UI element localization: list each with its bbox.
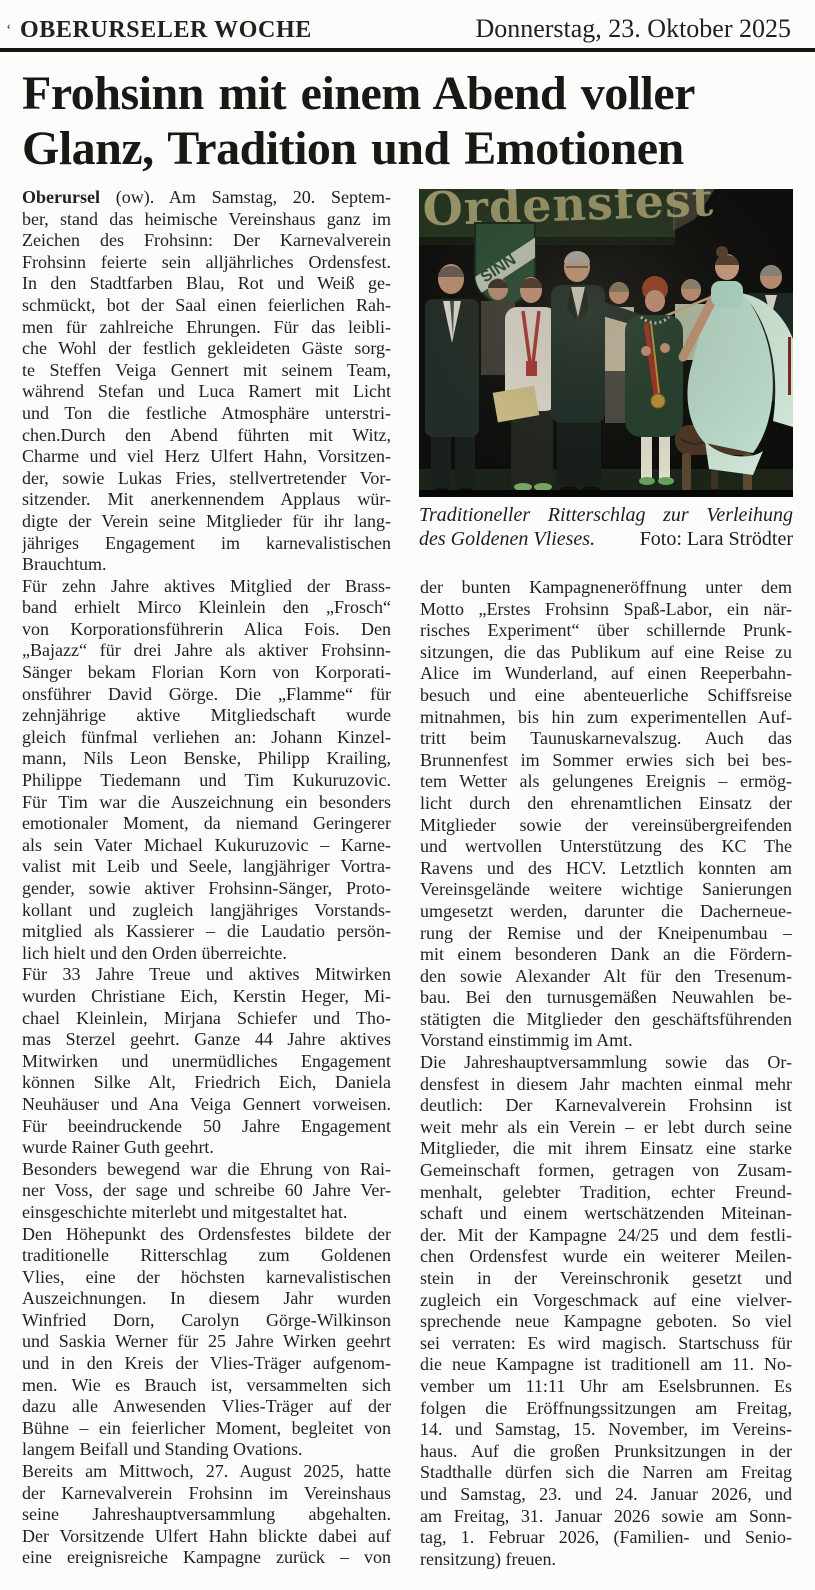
article-line: densfest in diesem Jahr machten einmal mehr — [420, 1073, 792, 1094]
article-line: mitnahmen, bis hin zum experimentellen Auf- — [420, 706, 792, 727]
article-line: zugleich ein Vorgeschmack auf eine vielver- — [420, 1289, 792, 1310]
page-edge-mark: ‘ — [6, 22, 12, 39]
article-line: men. Wie es Brauch ist, versammelten sich — [22, 1374, 391, 1395]
issue-date: Donnerstag, 23. Oktober 2025 — [475, 14, 791, 43]
article-line: seine Jahreshauptversammlung abgehalten. — [22, 1504, 391, 1525]
article-line: dazu alle Anwesenden Vlies-Träger auf der — [22, 1396, 391, 1417]
article-line: langem Beifall und Standing Ovations. — [22, 1439, 303, 1460]
article-line: können Silke Alt, Friedrich Eich, Daniela — [22, 1072, 391, 1093]
article-line: am Freitag, 31. Januar 2026 sowie am Sonn- — [420, 1505, 792, 1526]
article-line: stätigten die Mitglieder den geschäftsführenden — [420, 1008, 792, 1029]
article-line: ner Voss, der sage und schreibe 60 Jahre Ver- — [22, 1180, 391, 1201]
article-line: Charme und viel Herz Ulfert Hahn, Vorsitzen- — [22, 446, 391, 467]
article-line: valist mit Leib und Seele, langjähriger Vortra- — [22, 856, 391, 877]
article-line: deutlich: Der Karnevalverein Frohsinn ist — [420, 1095, 792, 1116]
article-line: men für zahlreiche Ehrungen. Für das leibli- — [22, 316, 391, 337]
article-line: che Wohl der festlich gekleideten Gäste sorg- — [22, 338, 391, 359]
article-line: gleich fünfmal verliehen an: Johann Kinzel- — [22, 726, 391, 747]
article-line: Frohsinn feierte sein alljährliches Ordensfest. — [22, 251, 391, 272]
article-line: Vorstand einstimmig im Amt. — [420, 1030, 633, 1051]
article-line: eine ereignisreiche Kampagne zurück – von — [22, 1547, 391, 1568]
article-line: stein in der Vereinschronik gesetzt und — [420, 1268, 792, 1288]
article-line: gender, sowie aktiver Frohsinn-Sänger, Proto- — [22, 878, 391, 898]
article-line: den sowie Alexander Alt für den Tresenum- — [420, 965, 792, 986]
article-line: Winfried Dorn, Carolyn Görge-Wilkinson — [22, 1309, 391, 1330]
article-line: umgesetzt werden, darunter die Dacherneue- — [420, 900, 792, 921]
article-line: Bereits am Mittwoch, 27. August 2025, hatte — [22, 1461, 391, 1482]
article-line: tem Wetter als gelungenes Ereignis – ermög- — [420, 771, 792, 792]
article-line: die neue Kampagne ist traditionell am 11. No- — [420, 1354, 792, 1375]
article-line: Motto „Erstes Frohsinn Spaß-Labor, ein när- — [420, 598, 792, 619]
article-line: te Steffen Veiga Gennert mit seinem Team, — [22, 359, 391, 380]
caption-line-1: Traditioneller Ritterschlag zur Verleihung — [419, 504, 793, 526]
stage-photo-graphic — [419, 189, 793, 497]
article-line: der, sowie Lukas Fries, stellvertretender Vor- — [22, 467, 391, 488]
article-line: rung der Remise und der Kneipenumbau – — [420, 922, 792, 943]
article-line: licht durch den ehrenamtlichen Einsatz der — [420, 792, 792, 813]
headline-line-1: Frohsinn mit einem Abend voller — [22, 67, 695, 120]
article-line: Zeichen des Frohsinn: Der Karnevalverein — [22, 230, 391, 251]
article-line: tritt beim Taunuskarnevalszug. Auch das — [420, 728, 792, 749]
article-headline — [22, 66, 797, 176]
article-line: vember um 11:11 Uhr am Eselsbrunnen. Es — [420, 1375, 792, 1396]
article-line: haus. Auf die großen Prunksitzungen in der — [420, 1440, 792, 1461]
article-line: zehnjährige aktive Mitgliedschaft wurde — [22, 705, 391, 726]
article-line: sitzender. Mit anerkennendem Applaus wür- — [22, 489, 391, 510]
article-line: lich hielt und den Orden überreichte. — [22, 942, 287, 963]
article-line: Für beeindruckende 50 Jahre Engagement — [22, 1115, 391, 1136]
article-line: mas Sterzel geehrt. Ganze 44 Jahre aktives — [22, 1029, 391, 1050]
article-line: jähriges Engagement im karnevalistischen — [22, 532, 391, 553]
article-line: „Bajazz“ für drei Jahre als aktiver Frohsinn- — [22, 640, 391, 661]
article-line: der Karnevalverein Frohsinn im Vereinshaus — [22, 1482, 391, 1503]
article-line: bau. Bei den turnusgemäßen Neuwahlen be- — [420, 987, 792, 1008]
article-column-right — [420, 577, 792, 1570]
article-line: Vereinsgelände weitere wichtige Sanierungen — [420, 879, 792, 900]
article-line: menhalt, gelebter Tradition, echter Freund- — [420, 1181, 792, 1202]
article-line: Mitglieder sowie der vereinsübergreifenden — [420, 814, 792, 835]
article-line: Philippe Tiedemann und Tim Kukuruzovic. — [22, 770, 391, 791]
photo-caption — [419, 503, 793, 551]
article-line: digte der Verein seine Mitglieder für ihr lang- — [22, 510, 391, 531]
article-line: einsgeschichte miterlebt und mitgestaltet hat. — [22, 1201, 348, 1222]
headline-line-2: Glanz, Tradition und Emotionen — [22, 122, 684, 175]
article-line: Besonders bewegend war die Ehrung von Rai- — [22, 1158, 391, 1179]
article-line: mitglied als Kassierer – die Laudatio persön- — [22, 921, 391, 942]
article-line: onsführer David Görge. Die „Flamme“ für — [22, 683, 391, 704]
article-line: schmückt, bot der Saal einen feierlichen Rah- — [22, 294, 391, 315]
article-line: kollant und zugleich langjähriges Vorstands- — [22, 899, 391, 920]
article-line: Neuhäuser und Ana Veiga Gennert vorweisen. — [22, 1093, 391, 1114]
article-line: der bunten Kampagneneröffnung unter dem — [420, 577, 792, 597]
article-line: 14. und Samstag, 15. November, im Vereins- — [420, 1419, 792, 1440]
article-line: Mitglieder, die mit ihrem Einsatz eine starke — [420, 1138, 792, 1159]
article-line: chael Kleinlein, Mirjana Schiefer und Tho- — [22, 1007, 391, 1028]
article-line: Sänger bekam Florian Korn von Korporati- — [22, 662, 391, 683]
article-line: während Stefan und Luca Ramert mit Licht — [22, 381, 391, 402]
article-line: Für 33 Jahre Treue und aktives Mitwirken — [22, 964, 391, 985]
article-line: Für zehn Jahre aktives Mitglied der Brass- — [22, 575, 391, 596]
masthead-title: OBERURSELER WOCHE — [20, 17, 312, 43]
article-line: sei verraten: Es wird magisch. Startschuss für — [420, 1332, 792, 1353]
article-line: sitzungen, die das Publikum auf eine Reise zu — [420, 641, 792, 662]
header-divider-rule — [0, 48, 815, 52]
article-line: Stadthalle dürfen sich die Narren am Freitag — [420, 1462, 792, 1483]
article-line: emotionaler Moment, da niemand Geringerer — [22, 813, 391, 834]
article-line: wurde Rainer Guth geehrt. — [22, 1137, 214, 1158]
article-line: Gemeinschaft formen, getragen von Zusam- — [420, 1160, 792, 1181]
article-line: schaft und einem wertschätzenden Miteinan- — [420, 1203, 792, 1224]
caption-credit: Foto: Lara Strödter — [639, 528, 793, 550]
article-line: band erhielt Mirco Kleinlein den „Frosch“ — [22, 597, 391, 618]
article-line: Brunnenfest im Sommer erwies sich bei bes- — [420, 749, 792, 770]
article-line: und Ton die festliche Atmosphäre unterstri- — [22, 402, 391, 423]
article-line: weit mehr als ein Verein – er lebt durch seine — [420, 1116, 792, 1137]
article-line: Für Tim war die Auszeichnung ein besonders — [22, 791, 391, 812]
article-line: chen.Durch den Abend führten mit Witz, — [22, 424, 391, 445]
article-line: Auszeichnungen. In diesem Jahr wurden — [22, 1288, 391, 1309]
article-line: mit einem besonderen Dank an die Fördern- — [420, 944, 792, 965]
page-header — [20, 14, 791, 44]
article-line: sprechende neue Kampagne geboten. So viel — [420, 1311, 792, 1332]
article-line: und Saskia Werner für 25 Jahre Wirken geehrt — [22, 1331, 391, 1352]
article-line: und Samstag, 23. und 24. Januar 2026, und — [420, 1483, 792, 1504]
article-line: der. Mit der Kampagne 24/25 und dem festli- — [420, 1224, 792, 1245]
article-line: Vlies, eine der höchsten karnevalistischen — [22, 1266, 391, 1287]
article-line: als sein Vater Michael Kukuruzovic – Karne- — [22, 834, 391, 855]
article-line: Oberursel (ow). Am Samstag, 20. Septem- — [22, 187, 391, 207]
stage-photo — [419, 189, 793, 497]
article-line: traditionelle Ritterschlag zum Goldenen — [22, 1245, 391, 1266]
article-line: und wertvollen Unterstützung des KC The — [420, 836, 792, 857]
article-line: Ravens und des HCV. Letztlich konnten am — [420, 857, 792, 878]
article-line: risches Experiment“ über schillernde Prunk- — [420, 620, 792, 641]
article-line: und in den Kreis der Vlies-Träger aufgenom- — [22, 1353, 391, 1374]
article-line: Brauchtum. — [22, 554, 107, 575]
article-line: besuch und eine abenteuerliche Schiffsreise — [420, 684, 792, 705]
article-line: tag, 1. Februar 2026, (Familien- und Senio- — [420, 1527, 792, 1548]
article-line: rensitzung) freuen. — [420, 1548, 556, 1569]
article-line: chen Ordensfest wurde ein weiterer Meilen- — [420, 1246, 792, 1267]
article-line: mann, Nils Leon Benske, Philipp Krailing, — [22, 748, 391, 769]
article-line: ber, stand das heimische Vereinshaus ganz im — [22, 208, 391, 229]
article-line: Mitwirken und unermüdliches Engagement — [22, 1050, 391, 1071]
article-line: von Korporationsführerin Alica Fois. Den — [22, 618, 391, 639]
article-line: Die Jahreshauptversammlung sowie das Or- — [420, 1052, 792, 1073]
article-line: Bühne – ein feierlicher Moment, begleitet von — [22, 1417, 391, 1438]
article-line: Der Vorsitzende Ulfert Hahn blickte dabei auf — [22, 1525, 391, 1546]
caption-line-2: des Goldenen Vlieses. — [419, 528, 596, 550]
article-line: In den Stadtfarben Blau, Rot und Weiß ge- — [22, 273, 391, 294]
article-line: Alice im Wunderland, auf einen Reeperbahn- — [420, 663, 792, 684]
article-column-left — [22, 187, 391, 1569]
article-line: wurden Christiane Eich, Kerstin Heger, Mi- — [22, 985, 391, 1006]
article-line: folgen die Eröffnungssitzungen am Freitag, — [420, 1397, 792, 1418]
article-line: Den Höhepunkt des Ordensfestes bildete der — [22, 1223, 391, 1244]
